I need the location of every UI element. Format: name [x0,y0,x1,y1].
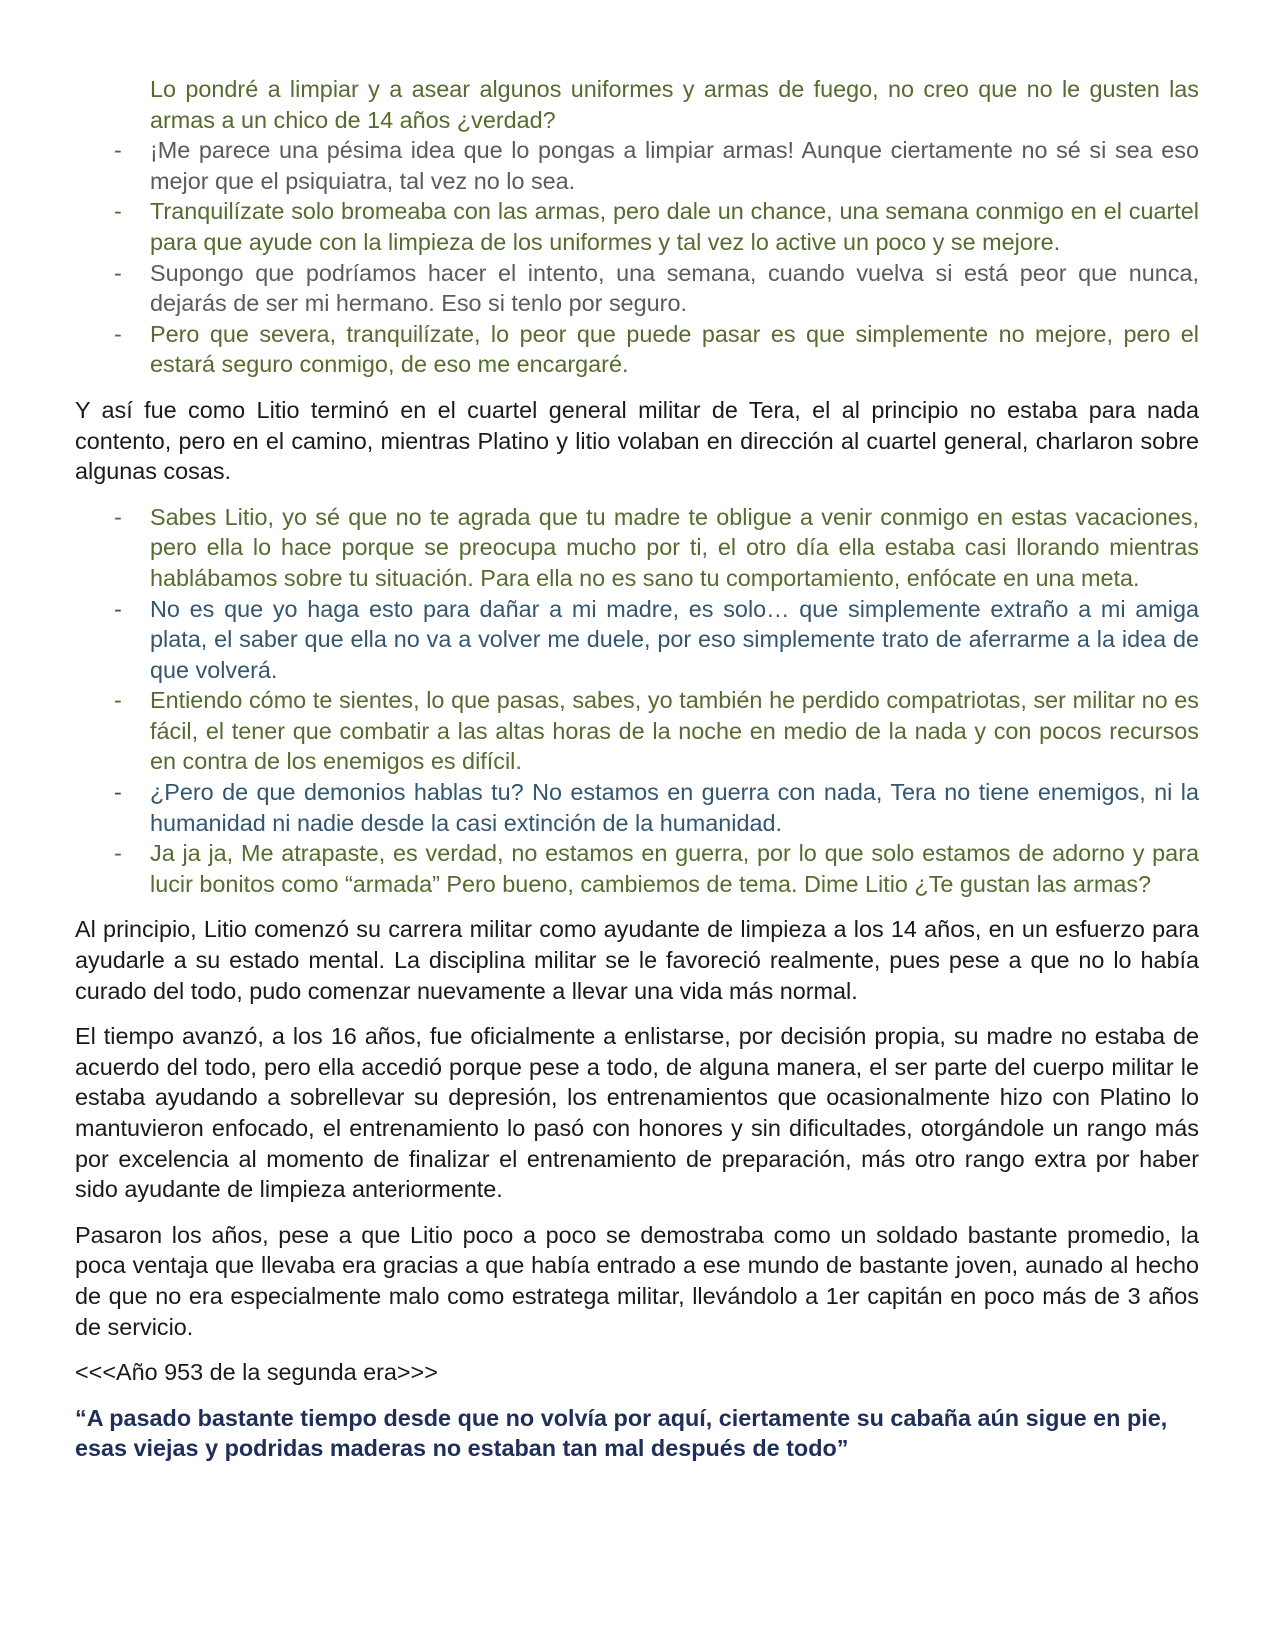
era-heading: <<<Año 953 de la segunda era>>> [75,1359,438,1386]
dialogue-line [75,258,1199,319]
dialogue-dash: - [114,503,122,530]
dialogue-line [75,502,1199,594]
dialogue-line [75,135,1199,196]
dialogue-text: ¡Me parece una pésima idea que lo pongas a limpiar armas! Aunque ciertamente no sé si sea eso mejor que el psiquiatra, tal vez no lo sea. [150,137,1199,194]
dialogue-dash: - [114,779,122,806]
narrative-paragraph: El tiempo avanzó, a los 16 años, fue oficialmente a enlistarse, por decisión propia, su madre no estaba de acuerdo del todo, pero ella accedió porque pese a todo, de alguna manera, el ser parte del cuerpo militar le estaba ayudando a sobrellevar su depresión, los entrenamientos que ocasionalmente hizo con Platino lo mantuvieron enfocado, el entrenamiento lo pasó con honores y sin dificultades, otorgándole un rango más por excelencia al momento de finalizar el entrenamiento de preparación, más otro rango extra por haber sido ayudante de limpieza anteriormente. [75,1023,1199,1203]
dialogue-line [75,196,1199,257]
narrative-paragraph: Y así fue como Litio terminó en el cuartel general militar de Tera, el al principio no estaba para nada contento, pero en el camino, mientras Platino y litio volaban en dirección al cuartel general, charlaron sobre algunas cosas. [75,396,1199,485]
dialogue-dash: - [114,595,122,622]
dialogue-text: Supongo que podríamos hacer el intento, una semana, cuando vuelva si está peor que nunca, dejarás de ser mi hermano. Eso si tenlo por seguro. [150,259,1199,317]
dialogue-dash: - [114,840,122,867]
dialogue-line [75,319,1199,380]
dialogue-line [75,594,1199,686]
dialogue-dash: - [114,198,122,225]
dialogue-line [75,685,1199,777]
document-page [75,74,1199,1464]
dialogue-text: Entiendo cómo te sientes, lo que pasas, sabes, yo también he perdido compatriotas, ser militar no es fácil, el tener que combatir a las altas horas de la noche en medio de la nada y con pocos recursos en contra de los enemigos es difícil. [150,687,1199,775]
dialogue-dash: - [114,137,122,164]
dialogue-text: No es que yo haga esto para dañar a mi madre, es solo… que simplemente extraño a mi amiga plata, el saber que ella no va a volver me duele, por eso simplemente trato de aferrarme a la idea de que volverá. [150,595,1199,683]
dialogue-list-2 [75,502,1199,900]
dialogue-dash: - [114,320,122,347]
dialogue-text: Tranquilízate solo bromeaba con las armas, pero dale un chance, una semana conmigo en el cuartel para que ayude con la limpieza de los uniformes y tal vez lo active un poco y se mejore. [150,198,1199,255]
dialogue-dash: - [114,259,122,286]
dialogue-text: ¿Pero de que demonios hablas tu? No estamos en guerra con nada, Tera no tiene enemigos, ni la humanidad ni nadie desde la casi extinción de la humanidad. [150,779,1199,836]
dialogue-line [75,838,1199,899]
dialogue-text: Ja ja ja, Me atrapaste, es verdad, no estamos en guerra, por lo que solo estamos de adorno y para lucir bonitos como “armada” Pero bueno, cambiemos de tema. Dime Litio ¿Te gustan las armas? [150,840,1199,897]
dialogue-dash: - [114,687,122,714]
narrative-paragraph: Al principio, Litio comenzó su carrera militar como ayudante de limpieza a los 14 años, en un esfuerzo para ayudarle a su estado mental. La disciplina militar se le favoreció realmente, pues pese a que no lo había curado del todo, pudo comenzar nuevamente a llevar una vida más normal. [75,916,1199,1004]
closing-quote: “A pasado bastante tiempo desde que no volvía por aquí, ciertamente su cabaña aún sigue en pie, esas viejas y podridas maderas no estaban tan mal después de todo” [75,1404,1168,1462]
dialogue-text: Lo pondré a limpiar y a asear algunos uniformes y armas de fuego, no creo que no le gusten las armas a un chico de 14 años ¿verdad? [150,76,1199,133]
dialogue-line [75,74,1199,135]
dialogue-text: Pero que severa, tranquilízate, lo peor que puede pasar es que simplemente no mejore, pero el estará seguro conmigo, de eso me encargaré. [150,320,1199,378]
dialogue-line [75,777,1199,838]
dialogue-list-1 [75,74,1199,380]
dialogue-text: Sabes Litio, yo sé que no te agrada que tu madre te obligue a venir conmigo en estas vacaciones, pero ella lo hace porque se preocupa mucho por ti, el otro día ella estaba casi llorando mientras hablábamos sobre tu situación. Para ella no es sano tu comportamiento, enfócate en una meta. [150,503,1199,591]
narrative-paragraph: Pasaron los años, pese a que Litio poco a poco se demostraba como un soldado bastante promedio, la poca ventaja que llevaba era gracias a que había entrado a ese mundo de bastante joven, aunado al hecho de que no era especialmente malo como estratega militar, llevándolo a 1er capitán en poco más de 3 años de servicio. [75,1221,1199,1340]
